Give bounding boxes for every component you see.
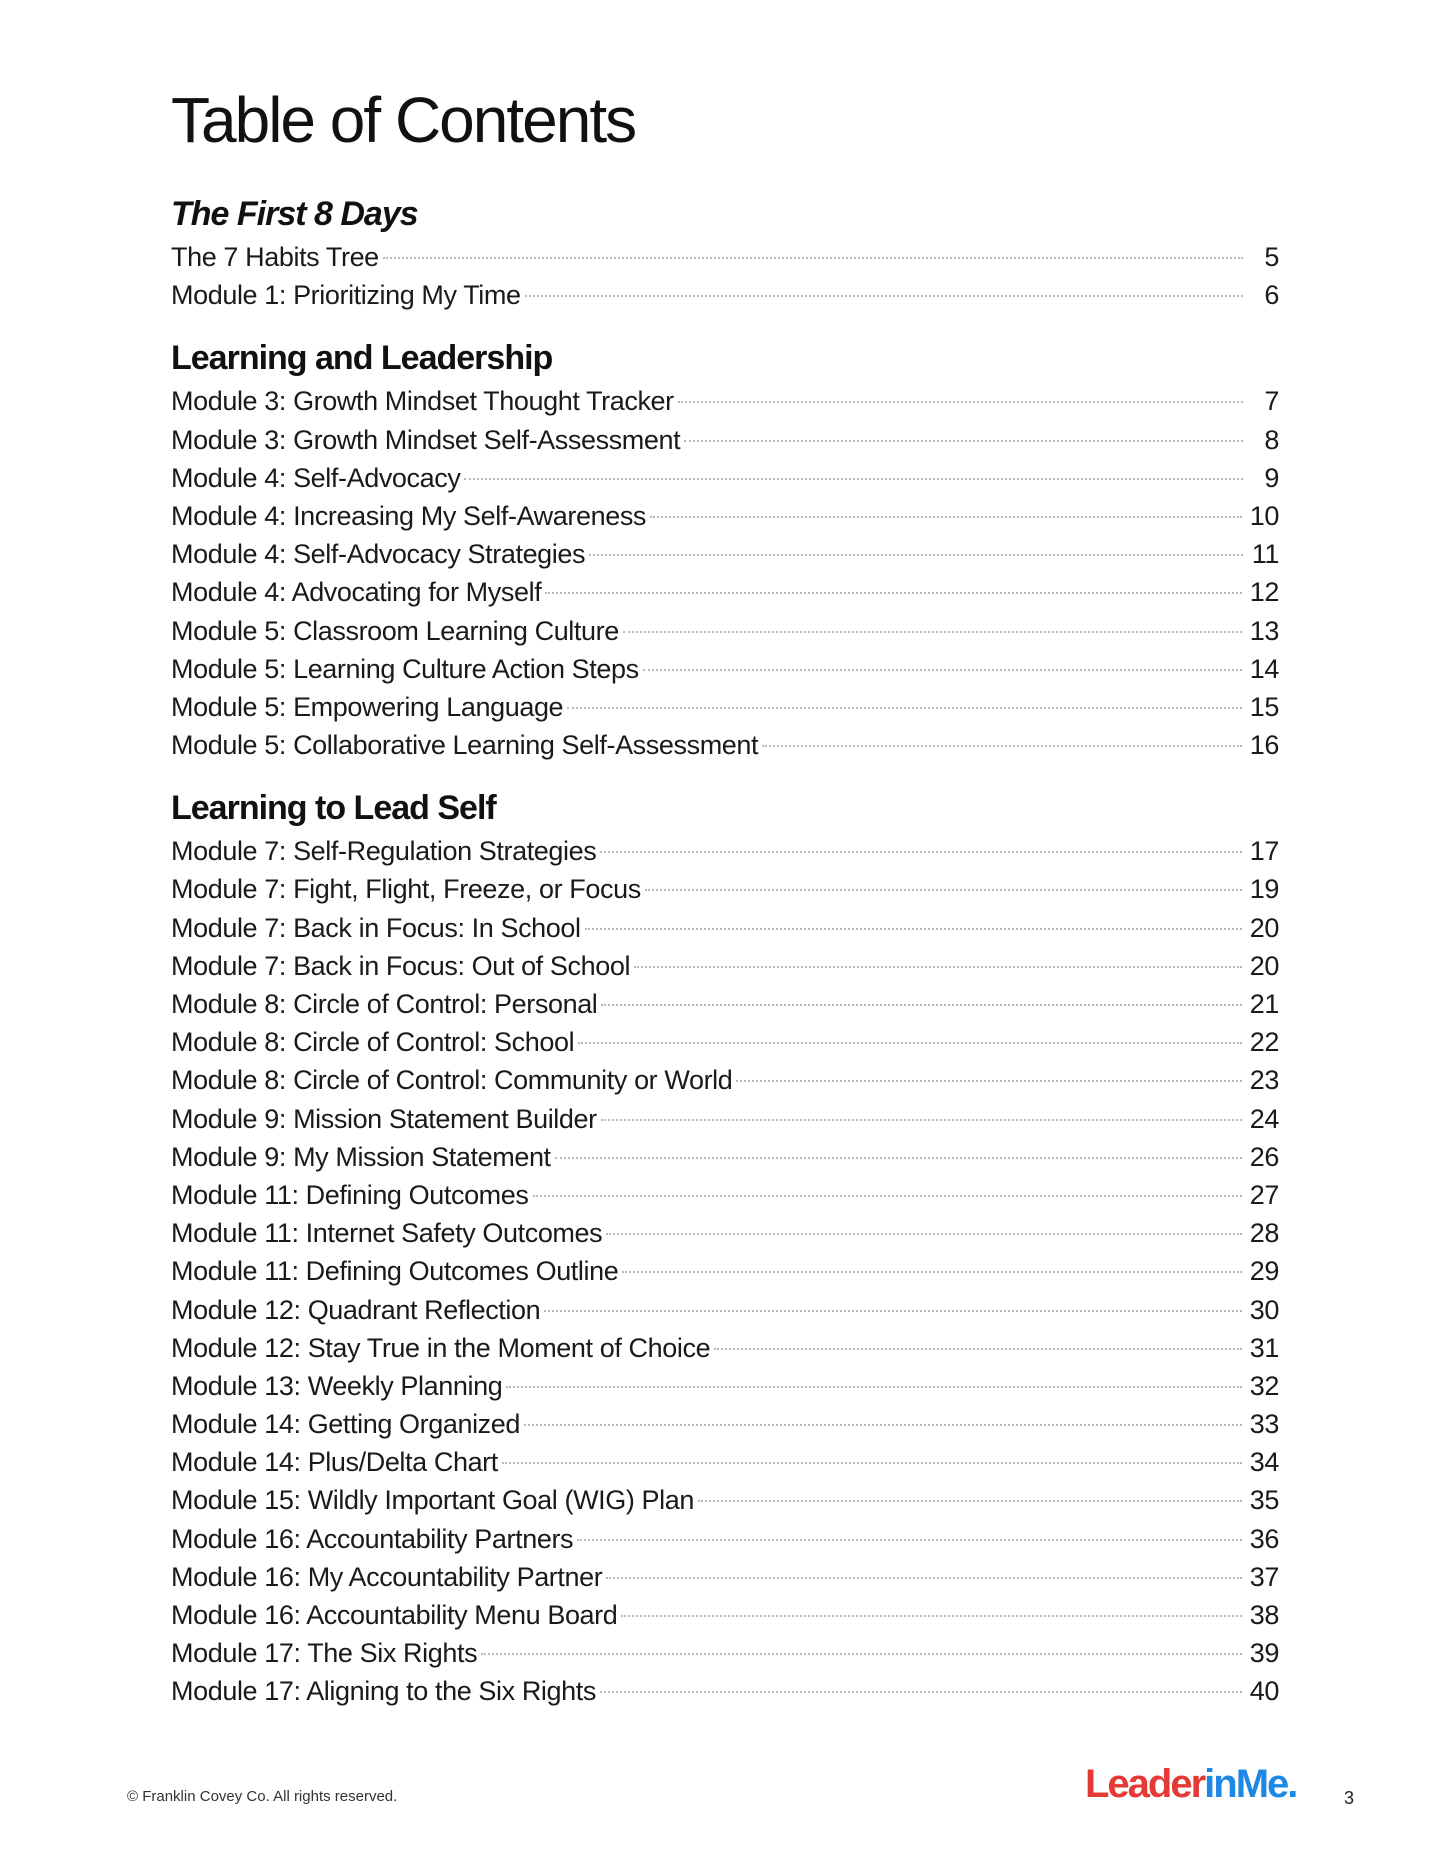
entry-page-number: 27 xyxy=(1249,1179,1279,1210)
toc-entry xyxy=(171,1176,1279,1214)
dot-leader xyxy=(650,516,1242,518)
entry-page-number: 23 xyxy=(1249,1065,1279,1096)
dot-leader xyxy=(589,554,1243,556)
toc-entry xyxy=(171,573,1279,611)
dot-leader xyxy=(577,1539,1242,1541)
dot-leader xyxy=(698,1500,1242,1502)
dot-leader xyxy=(567,707,1242,709)
entry-title: Module 11: Defining Outcomes Outline xyxy=(171,1256,619,1287)
entry-page-number: 40 xyxy=(1249,1676,1279,1707)
toc-entry xyxy=(171,1672,1279,1710)
toc-entry xyxy=(171,1252,1279,1290)
entry-page-number: 13 xyxy=(1249,615,1279,646)
entry-title: Module 7: Back in Focus: Out of School xyxy=(171,950,631,981)
dot-leader xyxy=(481,1653,1242,1655)
entry-page-number: 31 xyxy=(1249,1332,1279,1363)
dot-leader xyxy=(555,1157,1242,1159)
toc-entry xyxy=(171,1596,1279,1634)
entry-page-number: 39 xyxy=(1249,1638,1279,1669)
leader-in-me-logo xyxy=(1085,1760,1296,1808)
entry-page-number: 37 xyxy=(1249,1561,1279,1592)
entry-title: Module 9: Mission Statement Builder xyxy=(171,1103,597,1134)
dot-leader xyxy=(578,1042,1242,1044)
toc-entry xyxy=(171,947,1279,985)
entry-page-number: 10 xyxy=(1249,500,1279,531)
section-heading: Learning and Leadership xyxy=(171,339,553,378)
logo-text-leader: Leader xyxy=(1085,1762,1205,1806)
toc-entry xyxy=(171,1023,1279,1061)
toc-entry xyxy=(171,1367,1279,1405)
entry-title: Module 8: Circle of Control: Personal xyxy=(171,989,598,1019)
dot-leader xyxy=(600,851,1241,853)
dot-leader xyxy=(533,1195,1242,1197)
toc-entry xyxy=(171,535,1279,573)
entry-page-number: 29 xyxy=(1249,1256,1279,1287)
entry-page-number: 7 xyxy=(1264,386,1279,417)
section-heading: Learning to Lead Self xyxy=(171,789,496,828)
toc-entry xyxy=(171,238,1279,276)
dot-leader xyxy=(623,631,1242,633)
toc-entry xyxy=(171,688,1279,726)
dot-leader xyxy=(714,1348,1242,1350)
dot-leader xyxy=(736,1080,1241,1082)
entry-title: Module 7: Fight, Flight, Freeze, or Focus xyxy=(171,874,641,905)
entry-title: Module 12: Stay True in the Moment of Choice xyxy=(171,1332,711,1363)
dot-leader xyxy=(678,401,1243,403)
toc-entry xyxy=(171,1634,1279,1672)
toc-entry xyxy=(171,1405,1279,1443)
toc-entry xyxy=(171,726,1279,764)
dot-leader xyxy=(684,440,1243,442)
entry-page-number: 12 xyxy=(1249,577,1279,608)
dot-leader xyxy=(464,478,1243,480)
entry-page-number: 14 xyxy=(1249,653,1279,684)
toc-entry xyxy=(171,612,1279,650)
copyright-notice: © Franklin Covey Co. All rights reserved. xyxy=(127,1788,398,1805)
entry-title: Module 15: Wildly Important Goal (WIG) Plan xyxy=(171,1485,694,1516)
entry-page-number: 32 xyxy=(1249,1370,1279,1401)
toc-entry xyxy=(171,650,1279,688)
toc-entry xyxy=(171,909,1279,947)
dot-leader xyxy=(601,1119,1242,1121)
entry-title: Module 5: Classroom Learning Culture xyxy=(171,615,619,646)
dot-leader xyxy=(524,1424,1242,1426)
entry-title: The 7 Habits Tree xyxy=(171,242,379,272)
toc-entry xyxy=(171,1520,1279,1558)
toc-entry xyxy=(171,276,1279,314)
entry-title: Module 1: Prioritizing My Time xyxy=(171,280,521,311)
entry-list xyxy=(171,238,1279,314)
entry-page-number: 21 xyxy=(1249,989,1279,1019)
dot-leader xyxy=(606,1577,1241,1579)
entry-title: Module 3: Growth Mindset Self-Assessment xyxy=(171,424,681,455)
toc-entry xyxy=(171,459,1279,497)
page-number: 3 xyxy=(1344,1788,1355,1808)
entry-page-number: 36 xyxy=(1249,1523,1279,1554)
toc-entry xyxy=(171,1214,1279,1252)
entry-title: Module 11: Defining Outcomes xyxy=(171,1179,529,1210)
entry-page-number: 38 xyxy=(1249,1600,1279,1630)
toc-entry xyxy=(171,1291,1279,1329)
entry-title: Module 11: Internet Safety Outcomes xyxy=(171,1218,603,1249)
entry-page-number: 8 xyxy=(1264,424,1279,455)
entry-title: Module 16: Accountability Menu Board xyxy=(171,1600,618,1630)
entry-title: Module 16: Accountability Partners xyxy=(171,1523,574,1554)
entry-page-number: 28 xyxy=(1249,1218,1279,1249)
entry-title: Module 13: Weekly Planning xyxy=(171,1370,503,1401)
entry-page-number: 34 xyxy=(1249,1447,1279,1478)
entry-page-number: 24 xyxy=(1249,1103,1279,1134)
toc-entry xyxy=(171,1100,1279,1138)
entry-title: Module 17: The Six Rights xyxy=(171,1638,478,1669)
entry-title: Module 14: Plus/Delta Chart xyxy=(171,1447,498,1478)
toc-entry xyxy=(171,497,1279,535)
dot-leader xyxy=(545,592,1241,594)
entry-page-number: 22 xyxy=(1249,1027,1279,1058)
toc-entry xyxy=(171,421,1279,459)
entry-page-number: 5 xyxy=(1264,242,1279,272)
entry-page-number: 30 xyxy=(1249,1294,1279,1325)
entry-title: Module 4: Advocating for Myself xyxy=(171,577,542,608)
entry-page-number: 19 xyxy=(1249,874,1279,905)
entry-title: Module 7: Self-Regulation Strategies xyxy=(171,836,597,867)
dot-leader xyxy=(544,1310,1242,1312)
dot-leader xyxy=(525,295,1243,297)
toc-entry xyxy=(171,382,1279,420)
toc-section-learning-and-leadership xyxy=(171,334,1279,764)
entry-title: Module 8: Circle of Control: Community or World xyxy=(171,1065,733,1096)
logo-text-in-me: inMe. xyxy=(1204,1762,1297,1806)
entry-title: Module 9: My Mission Statement xyxy=(171,1141,551,1172)
toc-entry xyxy=(171,1558,1279,1596)
entry-title: Module 5: Learning Culture Action Steps xyxy=(171,653,639,684)
dot-leader xyxy=(601,1004,1241,1006)
dot-leader xyxy=(762,745,1242,747)
dot-leader xyxy=(383,257,1243,259)
toc-entry xyxy=(171,832,1279,870)
dot-leader xyxy=(600,1691,1242,1693)
entry-list xyxy=(171,832,1279,1710)
entry-title: Module 14: Getting Organized xyxy=(171,1409,521,1440)
section-heading: The First 8 Days xyxy=(171,195,418,233)
entry-page-number: 17 xyxy=(1249,836,1279,867)
entry-page-number: 11 xyxy=(1251,539,1279,570)
entry-title: Module 7: Back in Focus: In School xyxy=(171,912,581,943)
toc-entry xyxy=(171,1481,1279,1519)
entry-title: Module 8: Circle of Control: School xyxy=(171,1027,575,1058)
dot-leader xyxy=(645,889,1242,891)
dot-leader xyxy=(502,1462,1242,1464)
entry-title: Module 5: Empowering Language xyxy=(171,691,564,722)
entry-title: Module 12: Quadrant Reflection xyxy=(171,1294,541,1325)
dot-leader xyxy=(585,928,1242,930)
entry-page-number: 16 xyxy=(1249,730,1279,761)
entry-page-number: 26 xyxy=(1249,1141,1279,1172)
toc-entry xyxy=(171,1061,1279,1099)
entry-title: Module 4: Increasing My Self-Awareness xyxy=(171,500,647,531)
dot-leader xyxy=(643,669,1242,671)
entry-title: Module 17: Aligning to the Six Rights xyxy=(171,1676,596,1707)
dot-leader xyxy=(622,1271,1241,1273)
entry-page-number: 35 xyxy=(1249,1485,1279,1516)
toc-entry xyxy=(171,1138,1279,1176)
entry-page-number: 6 xyxy=(1264,280,1279,311)
entry-title: Module 4: Self-Advocacy Strategies xyxy=(171,539,586,570)
entry-title: Module 4: Self-Advocacy xyxy=(171,462,461,493)
toc-entry xyxy=(171,1443,1279,1481)
entry-title: Module 16: My Accountability Partner xyxy=(171,1561,603,1592)
entry-title: Module 3: Growth Mindset Thought Tracker xyxy=(171,386,674,417)
dot-leader xyxy=(606,1233,1242,1235)
entry-page-number: 20 xyxy=(1249,912,1279,943)
dot-leader xyxy=(506,1386,1241,1388)
dot-leader xyxy=(634,966,1242,968)
toc-section-first-8-days xyxy=(171,190,1279,314)
entry-page-number: 20 xyxy=(1249,950,1279,981)
toc-section-learning-to-lead-self xyxy=(171,784,1279,1710)
dot-leader xyxy=(621,1615,1241,1617)
page-title: Table of Contents xyxy=(171,84,636,156)
entry-page-number: 15 xyxy=(1249,691,1279,722)
entry-page-number: 33 xyxy=(1249,1409,1279,1440)
entry-list xyxy=(171,382,1279,764)
entry-page-number: 9 xyxy=(1264,462,1279,493)
entry-title: Module 5: Collaborative Learning Self-Assessment xyxy=(171,730,759,761)
table-of-contents xyxy=(171,190,1279,1711)
toc-entry xyxy=(171,1329,1279,1367)
toc-entry xyxy=(171,985,1279,1023)
toc-entry xyxy=(171,870,1279,908)
